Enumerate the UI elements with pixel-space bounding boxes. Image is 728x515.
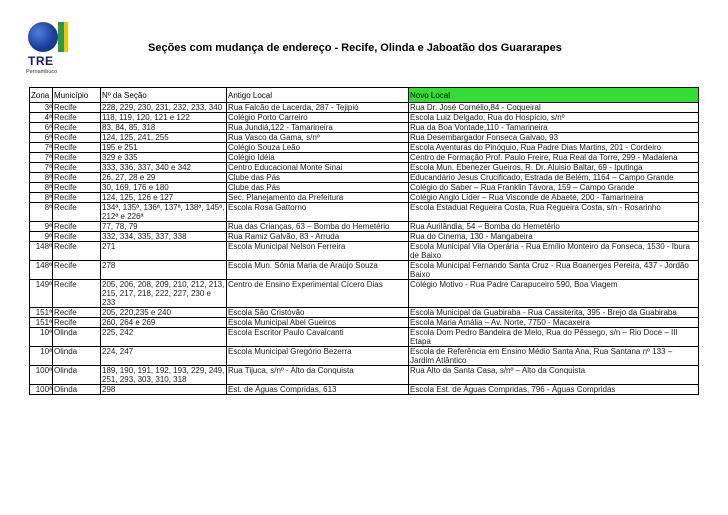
novo-local-cell: Centro de Formação Prof. Paulo Freire, Rua Real da Torre, 299 - Madalena	[409, 153, 699, 163]
table-row	[30, 173, 699, 183]
zona-cell: 100ª	[30, 385, 53, 395]
municipio-cell: Recife	[53, 203, 101, 222]
secao-cell: 118, 119, 120, 121 e 122	[101, 113, 227, 123]
tre-logo	[22, 22, 70, 80]
secao-cell: 77, 78, 79	[101, 222, 227, 232]
zona-cell: 148ª	[30, 242, 53, 261]
table-body	[30, 103, 699, 395]
novo-local-cell: Rua Dr. José Cornélio,84 - Coqueiral	[409, 103, 699, 113]
table-header-row	[30, 88, 699, 103]
secao-cell: 278	[101, 261, 227, 280]
flag-stripe-yellow	[64, 22, 68, 52]
zona-cell: 3ª	[30, 103, 53, 113]
novo-local-cell: Educandário Jesus Crucificado, Estrada de Belém, 1164 – Campo Grande	[409, 173, 699, 183]
secao-cell: 205, 220,235 e 240	[101, 308, 227, 318]
table-row	[30, 261, 699, 280]
table-row	[30, 183, 699, 193]
header-zona: Zona	[30, 88, 53, 103]
municipio-cell: Recife	[53, 193, 101, 203]
table-row	[30, 153, 699, 163]
secao-cell: 332, 334, 335, 337, 338	[101, 232, 227, 242]
municipio-cell: Recife	[53, 308, 101, 318]
novo-local-cell: Rua Alto da Santa Casa, s/nº – Alto da Conquista	[409, 366, 699, 385]
table-row	[30, 328, 699, 347]
table-row	[30, 193, 699, 203]
antigo-local-cell: Colégio Porto Carreiro	[227, 113, 409, 123]
globe-emblem	[28, 22, 58, 52]
zona-cell: 151ª	[30, 318, 53, 328]
logo-name: TRE	[28, 54, 54, 68]
municipio-cell: Recife	[53, 318, 101, 328]
novo-local-cell: Rua Aurilândia, 54 – Bomba do Hemetério	[409, 222, 699, 232]
zona-cell: 7ª	[30, 153, 53, 163]
table-row	[30, 123, 699, 133]
antigo-local-cell: Escola Municipal Nelson Ferreira	[227, 242, 409, 261]
table-row	[30, 203, 699, 222]
antigo-local-cell: Escola Escritor Paulo Cavalcanti	[227, 328, 409, 347]
logo-state: Pernambuco	[26, 69, 58, 75]
table-row	[30, 385, 699, 395]
novo-local-cell: Escola Estadual Regueira Costa, Rua Regueira Costa, s/n - Rosarinho	[409, 203, 699, 222]
zona-cell: 6ª	[30, 123, 53, 133]
header-antigo-local: Antigo Local	[227, 88, 409, 103]
header-municipio: Município	[53, 88, 101, 103]
antigo-local-cell: Colégio Souza Leão	[227, 143, 409, 153]
zona-cell: 10ª	[30, 328, 53, 347]
municipio-cell: Recife	[53, 113, 101, 123]
antigo-local-cell: Rua Tijuca, s/nº - Alto da Conquista	[227, 366, 409, 385]
secao-cell: 134ª, 135ª, 136ª, 137ª, 138ª, 145ª, 212ª e 226ª	[101, 203, 227, 222]
secao-cell: 189, 190, 191, 192, 193, 229, 249, 251, 293, 303, 310, 318	[101, 366, 227, 385]
table-row	[30, 222, 699, 232]
novo-local-cell: Colégio do Saber – Rua Franklin Távora, 159 – Campo Grande	[409, 183, 699, 193]
table-row	[30, 113, 699, 123]
secao-cell: 30, 169, 176 e 180	[101, 183, 227, 193]
municipio-cell: Recife	[53, 173, 101, 183]
novo-local-cell: Escola Aventuras do Pinóquio, Rua Padre Dias Martins, 201 - Cordeiro	[409, 143, 699, 153]
antigo-local-cell: Escola São Cristóvão	[227, 308, 409, 318]
novo-local-cell: Escola Mun. Ebenezer Gueiros, R. Dr. Aluisio Baltar, 69 - Iputinga	[409, 163, 699, 173]
header-novo-local: Novo Local	[409, 88, 699, 103]
secao-cell: 298	[101, 385, 227, 395]
secao-cell: 124, 125, 126 e 127	[101, 193, 227, 203]
zona-cell: 7ª	[30, 143, 53, 153]
secao-cell: 224, 247	[101, 347, 227, 366]
novo-local-cell: Escola Municipal Vila Operária - Rua Emílio Monteiro da Fonseca, 1530 - Ibura de Baixo	[409, 242, 699, 261]
municipio-cell: Recife	[53, 242, 101, 261]
zona-cell: 7ª	[30, 163, 53, 173]
antigo-local-cell: Escola Municipal Abel Gueiros	[227, 318, 409, 328]
novo-local-cell: Rua Desembargador Fonseca Galvao, 93	[409, 133, 699, 143]
secao-cell: 329 e 335	[101, 153, 227, 163]
novo-local-cell: Escola de Referência em Ensino Médio Santa Ana, Rua Santana nº 133 – Jardim Atlântico	[409, 347, 699, 366]
antigo-local-cell: Escola Municipal Gregório Bezerra	[227, 347, 409, 366]
antigo-local-cell: Clube das Pás	[227, 173, 409, 183]
antigo-local-cell: Colégio Idéia	[227, 153, 409, 163]
municipio-cell: Olinda	[53, 328, 101, 347]
novo-local-cell: Escola Luiz Delgado, Rua do Hospício, s/nº	[409, 113, 699, 123]
zona-cell: 10ª	[30, 347, 53, 366]
secao-cell: 271	[101, 242, 227, 261]
secao-cell: 225, 242	[101, 328, 227, 347]
table-row	[30, 103, 699, 113]
antigo-local-cell: Rua Jundiá,122 - Tamarineira	[227, 123, 409, 133]
antigo-local-cell: Escola Rosa Gattorno	[227, 203, 409, 222]
municipio-cell: Recife	[53, 133, 101, 143]
municipio-cell: Recife	[53, 123, 101, 133]
novo-local-cell: Rua do Cinema, 130 - Mangabeira	[409, 232, 699, 242]
table-row	[30, 163, 699, 173]
antigo-local-cell: Rua Vasco da Gama, s/nº	[227, 133, 409, 143]
zona-cell: 100ª	[30, 366, 53, 385]
zona-cell: 8ª	[30, 193, 53, 203]
antigo-local-cell: Est. de Águas Compridas, 613	[227, 385, 409, 395]
antigo-local-cell: Rua Ramiz Galvão, 83 - Arruda	[227, 232, 409, 242]
municipio-cell: Recife	[53, 222, 101, 232]
antigo-local-cell: Sec. Planejamento da Prefeitura	[227, 193, 409, 203]
zona-cell: 9ª	[30, 232, 53, 242]
zona-cell: 149ª	[30, 280, 53, 308]
novo-local-cell: Escola Municipal Fernando Santa Cruz - Rua Boanerges Pereira, 437 - Jordão Baixo	[409, 261, 699, 280]
municipio-cell: Recife	[53, 280, 101, 308]
page-title: Seções com mudança de endereço - Recife, Olinda e Jaboatão dos Guararapes	[148, 42, 562, 54]
novo-local-cell: Colégio Motivo - Rua Padre Carapuceiro 590, Boa Viagem	[409, 280, 699, 308]
table-row	[30, 133, 699, 143]
municipio-cell: Recife	[53, 103, 101, 113]
secao-cell: 333, 336, 337, 340 e 342	[101, 163, 227, 173]
municipio-cell: Recife	[53, 232, 101, 242]
zona-cell: 4ª	[30, 113, 53, 123]
table-row	[30, 280, 699, 308]
zona-cell: 6ª	[30, 133, 53, 143]
novo-local-cell: Escola Maria Amália – Av. Norte, 7750 - Macaxeira	[409, 318, 699, 328]
antigo-local-cell: Clube das Pás	[227, 183, 409, 193]
secao-cell: 26, 27, 28 e 29	[101, 173, 227, 183]
zona-cell: 151ª	[30, 308, 53, 318]
zona-cell: 8ª	[30, 203, 53, 222]
novo-local-cell: Escola Est. de Águas Compridas, 796 - Águas Compridas	[409, 385, 699, 395]
antigo-local-cell: Rua Falcão de Lacerda, 287 - Tejipió	[227, 103, 409, 113]
antigo-local-cell: Centro Educacional Monte Sinai	[227, 163, 409, 173]
secao-cell: 260, 264 e 269	[101, 318, 227, 328]
novo-local-cell: Escola Municipal da Guabiraba - Rua Cassiterita, 395 - Brejo da Guabiraba	[409, 308, 699, 318]
novo-local-cell: Escola Dom Pedro Bandeira de Melo, Rua do Pêssego, s/n – Rio Doce – III Etapa	[409, 328, 699, 347]
antigo-local-cell: Escola Mun. Sônia Maria de Araújo Souza	[227, 261, 409, 280]
antigo-local-cell: Rua das Crianças, 63 – Bomba do Hemetério	[227, 222, 409, 232]
table-row	[30, 347, 699, 366]
table-row	[30, 308, 699, 318]
zona-cell: 8ª	[30, 183, 53, 193]
table-row	[30, 143, 699, 153]
secao-cell: 205, 206, 208, 209, 210, 212, 213, 215, 217, 218, 222, 227, 230 e 233	[101, 280, 227, 308]
table-row	[30, 318, 699, 328]
table-row	[30, 232, 699, 242]
municipio-cell: Olinda	[53, 347, 101, 366]
secao-cell: 83, 84, 85, 318	[101, 123, 227, 133]
novo-local-cell: Colégio Anglo Líder – Rua Visconde de Abaeté, 200 - Tamarineira	[409, 193, 699, 203]
municipio-cell: Olinda	[53, 366, 101, 385]
secao-cell: 195 e 251	[101, 143, 227, 153]
municipio-cell: Recife	[53, 183, 101, 193]
zona-cell: 8ª	[30, 173, 53, 183]
municipio-cell: Recife	[53, 143, 101, 153]
municipio-cell: Recife	[53, 261, 101, 280]
table-row	[30, 366, 699, 385]
municipio-cell: Recife	[53, 153, 101, 163]
antigo-local-cell: Centro de Ensino Experimental Cícero Dias	[227, 280, 409, 308]
table-row	[30, 242, 699, 261]
municipio-cell: Recife	[53, 163, 101, 173]
novo-local-cell: Rua da Boa Vontade,110 - Tamarineira	[409, 123, 699, 133]
zona-cell: 9ª	[30, 222, 53, 232]
sections-table	[29, 87, 699, 395]
secao-cell: 228, 229, 230, 231, 232, 233, 340	[101, 103, 227, 113]
municipio-cell: Olinda	[53, 385, 101, 395]
secao-cell: 124, 125, 241, 255	[101, 133, 227, 143]
header-secao: Nº da Seção	[101, 88, 227, 103]
zona-cell: 148ª	[30, 261, 53, 280]
